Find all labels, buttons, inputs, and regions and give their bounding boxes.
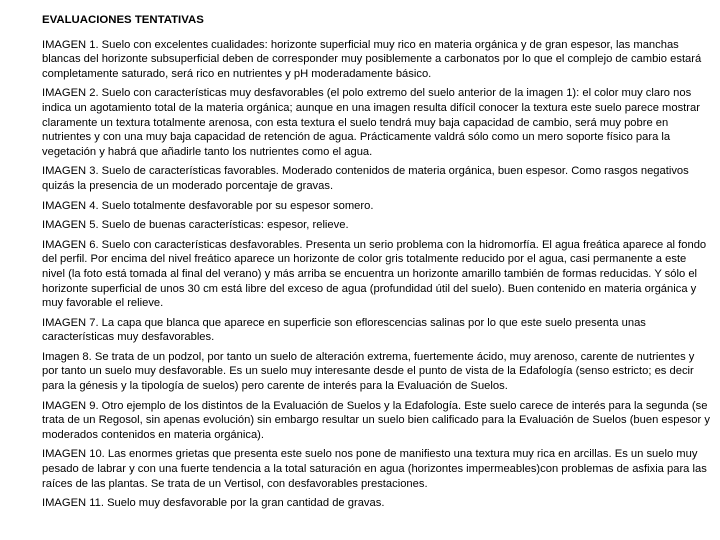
paragraph-imagen-3: IMAGEN 3. Suelo de características favorables. Moderado contenidos de materia orgánica, buen espesor. Como rasgos negativos quizás la presencia de un moderado porcentaje de gravas. xyxy=(42,165,689,192)
paragraph-imagen-4: IMAGEN 4. Suelo totalmente desfavorable por su espesor somero. xyxy=(42,199,374,212)
paragraph-imagen-10: IMAGEN 10. Las enormes grietas que presenta este suelo nos pone de manifiesto una textura muy rica en arcillas. Es un suelo muy pesado de labrar y con una fuerte tendencia a la total saturación en agua (horizontes impermeables)con problemas de asfixia para las raíces de las plantas. Se trata de un Vertisol, con desfavorables prestaciones. xyxy=(42,448,707,490)
paragraph-imagen-11: IMAGEN 11. Suelo muy desfavorable por la gran cantidad de gravas. xyxy=(42,497,385,510)
paragraph-imagen-5: IMAGEN 5. Suelo de buenas características: espesor, relieve. xyxy=(42,219,349,232)
paragraph-imagen-7: IMAGEN 7. La capa que blanca que aparece en superficie son eflorescencias salinas por lo que este suelo presenta unas características muy desfavorables. xyxy=(42,316,646,344)
paragraph-imagen-9: IMAGEN 9. Otro ejemplo de los distintos de la Evaluación de Suelos y la Edafología. Este suelo carece de interés para la segunda (se trata de un Regosol, sin apenas evolución) sin embargo resultar un suelo bien calificado para la Evaluación de Suelos (buen espesor y moderados contenidos en materia orgánica). xyxy=(42,399,710,441)
paragraph-imagen-8: Imagen 8. Se trata de un podzol, por tanto un suelo de alteración extrema, fuertemente ácido, muy arenoso, carente de nutrientes y por tanto un suelo muy desfavorable. Es un suelo muy interesante desde el punto de vista de la Edafología (senso estricto; es decir para la génesis y la tipología de suelos) pero carente de interés para la Evaluación de Suelos. xyxy=(42,350,695,393)
paragraph-imagen-2: IMAGEN 2. Suelo con características muy desfavorables (el polo extremo del suelo anterior de la imagen 1): el color muy claro nos indica un agotamiento total de la materia orgánica; aunque en una imagen resulta difícil conocer la textura este suelo parece mostrar claramente un textura totalmente arenosa, con esta textura el suelo tendrá muy baja capacidad de cambio, será muy pobre en nutrientes y con una muy baja capacidad de retención de agua. Prácticamente valdrá sólo como un mero soporte físico para la vegetación y habrá que añadirle tanto los nutrientes como el agua. xyxy=(42,87,700,158)
document-title: EVALUACIONES TENTATIVAS xyxy=(42,14,204,26)
paragraph-imagen-1: IMAGEN 1. Suelo con excelentes cualidades: horizonte superficial muy rico en materia orgánica y de gran espesor, las manchas blancas del horizonte subsuperficial deben de corresponder muy posiblemente a carbonatos por lo que el complejo de cambio estará completamente saturado, será rico en nutrientes y pH moderadamente básico. xyxy=(42,38,702,80)
paragraph-imagen-6: IMAGEN 6. Suelo con características desfavorables. Presenta un serio problema con la hidromorfía. El agua freática aparece al fondo del perfil. Por encima del nivel freático aparece un horizonte de color gris totalmente reducido por el agua, casi permanente a este nivel (la foto está tomada al final del verano) y más arriba se encuentra un horizonte amarillo también de formas reducidas. Y sólo el horizonte superficial de unos 30 cm está libre del exceso de agua (profundidad útil del suelo). Buen contenido en materia orgánica y muy favorable el relieve. xyxy=(42,238,707,310)
